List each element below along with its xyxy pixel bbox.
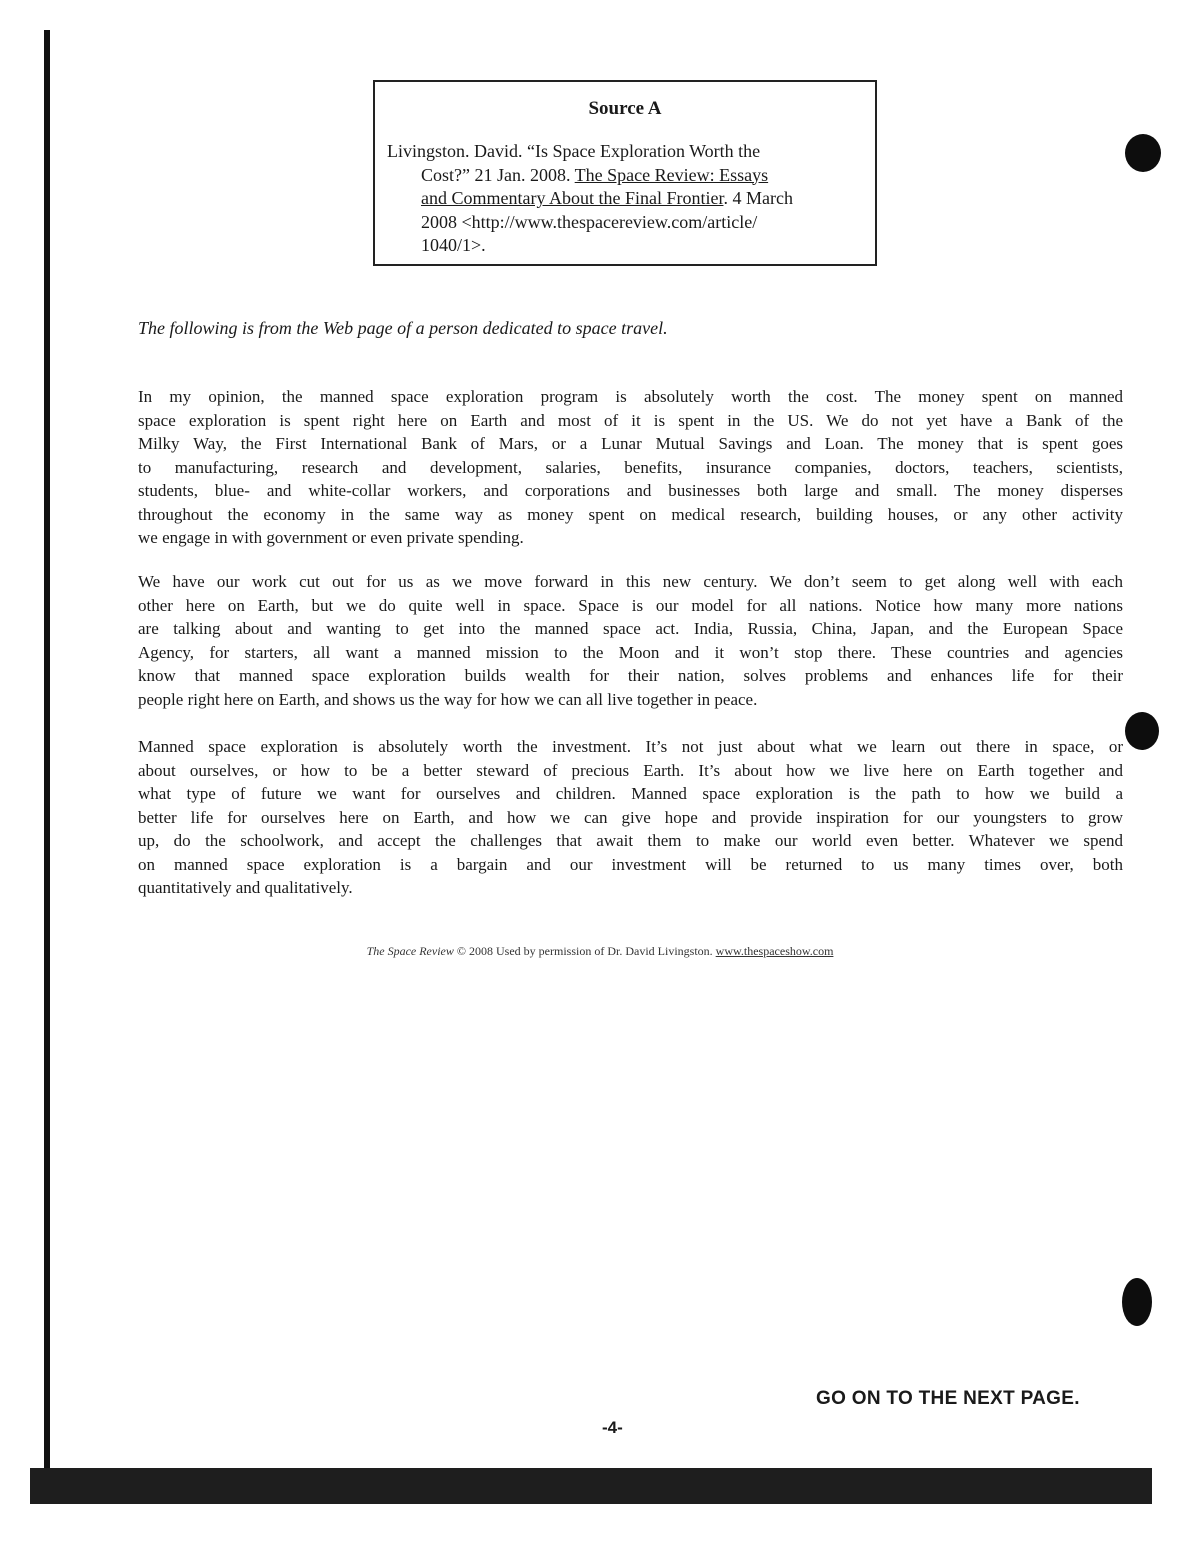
paragraph bbox=[138, 570, 1123, 711]
source-citation bbox=[387, 140, 867, 258]
paragraph-line: students, blue- and white-collar workers, and corporations and businesses both large and small. The money disperses bbox=[138, 481, 1123, 500]
paragraph-line: Manned space exploration is absolutely worth the investment. It’s not just about what we learn out there in space, or bbox=[138, 737, 1123, 756]
citation-line: 2008 <http://www.thespacereview.com/article/ bbox=[421, 211, 758, 232]
paragraph bbox=[138, 385, 1123, 550]
citation-text: Cost?” 21 Jan. 2008. bbox=[421, 164, 575, 185]
paragraph-line: Milky Way, the First International Bank of Mars, or a Lunar Mutual Savings and Loan. The money that is spent goes bbox=[138, 434, 1123, 453]
paragraph-line: people right here on Earth, and shows us the way for how we can all live together in peace. bbox=[138, 689, 758, 709]
paragraph-line: are talking about and wanting to get into the manned space act. India, Russia, China, Japan, and the European Space bbox=[138, 619, 1123, 638]
citation-text: . 4 March bbox=[723, 188, 793, 208]
paragraph-line: other here on Earth, but we do quite well in space. Space is our model for all nations. Notice how many more nations bbox=[138, 595, 1123, 615]
paragraph-line: We have our work cut out for us as we move forward in this new century. We don’t seem to get along well with each bbox=[138, 572, 1123, 591]
paragraph-line: we engage in with government or even private spending. bbox=[138, 528, 524, 547]
paragraph-line: throughout the economy in the same way as money spent on medical research, building houses, or any other activity bbox=[138, 504, 1123, 524]
scan-bottom-bar bbox=[30, 1468, 1152, 1504]
citation-line bbox=[387, 187, 867, 211]
permission-publication: The Space Review bbox=[366, 944, 454, 958]
scan-left-edge bbox=[44, 30, 50, 1470]
paragraph-line: what type of future we want for ourselves and children. Manned space exploration is the path to how we build a bbox=[138, 784, 1123, 803]
punch-hole bbox=[1125, 134, 1161, 172]
permission-text: © 2008 Used by permission of Dr. David Livingston. bbox=[453, 944, 716, 958]
paragraph-line: about ourselves, or how to be a better steward of precious Earth. It’s about how we live here on Earth together and bbox=[138, 760, 1123, 780]
paragraph-line: to manufacturing, research and development, salaries, benefits, insurance companies, doctors, teachers, scientists, bbox=[138, 457, 1123, 477]
next-page-notice: GO ON TO THE NEXT PAGE. bbox=[816, 1388, 1080, 1409]
paragraph-line: quantitatively and qualitatively. bbox=[138, 878, 353, 897]
paragraph-line: Agency, for starters, all want a manned mission to the Moon and it won’t stop there. These countries and agencies bbox=[138, 642, 1123, 662]
punch-hole bbox=[1122, 1278, 1152, 1326]
citation-publication: The Space Review: Essays bbox=[574, 164, 769, 185]
permission-notice bbox=[0, 944, 1200, 959]
paragraph-line: better life for ourselves here on Earth, and how we can give hope and provide inspiration for our youngsters to grow bbox=[138, 807, 1123, 827]
citation-line bbox=[387, 164, 867, 188]
citation-line: Livingston. David. “Is Space Exploration Worth the bbox=[387, 141, 761, 161]
source-title: Source A bbox=[588, 98, 662, 119]
page-number: -4- bbox=[602, 1418, 623, 1437]
intro-line: The following is from the Web page of a person dedicated to space travel. bbox=[138, 318, 668, 338]
citation-publication: and Commentary About the Final Frontier bbox=[421, 188, 724, 208]
paragraph-line: up, do the schoolwork, and accept the challenges that await them to make our world even better. Whatever we spend bbox=[138, 831, 1123, 850]
paragraph-line: space exploration is spent right here on Earth and most of it is spent in the US. We do not yet have a Bank of the bbox=[138, 410, 1123, 430]
paragraph-line: In my opinion, the manned space exploration program is absolutely worth the cost. The money spent on manned bbox=[138, 387, 1123, 406]
permission-url: www.thespaceshow.com bbox=[715, 944, 834, 958]
source-box bbox=[373, 80, 877, 266]
punch-hole bbox=[1125, 712, 1159, 750]
paragraph bbox=[138, 735, 1123, 900]
citation-line: 1040/1>. bbox=[421, 235, 486, 255]
paragraph-line: on manned space exploration is a bargain and our investment will be returned to us many times over, both bbox=[138, 854, 1123, 874]
paragraph-line: know that manned space exploration builds wealth for their nation, solves problems and enhances life for their bbox=[138, 666, 1123, 685]
